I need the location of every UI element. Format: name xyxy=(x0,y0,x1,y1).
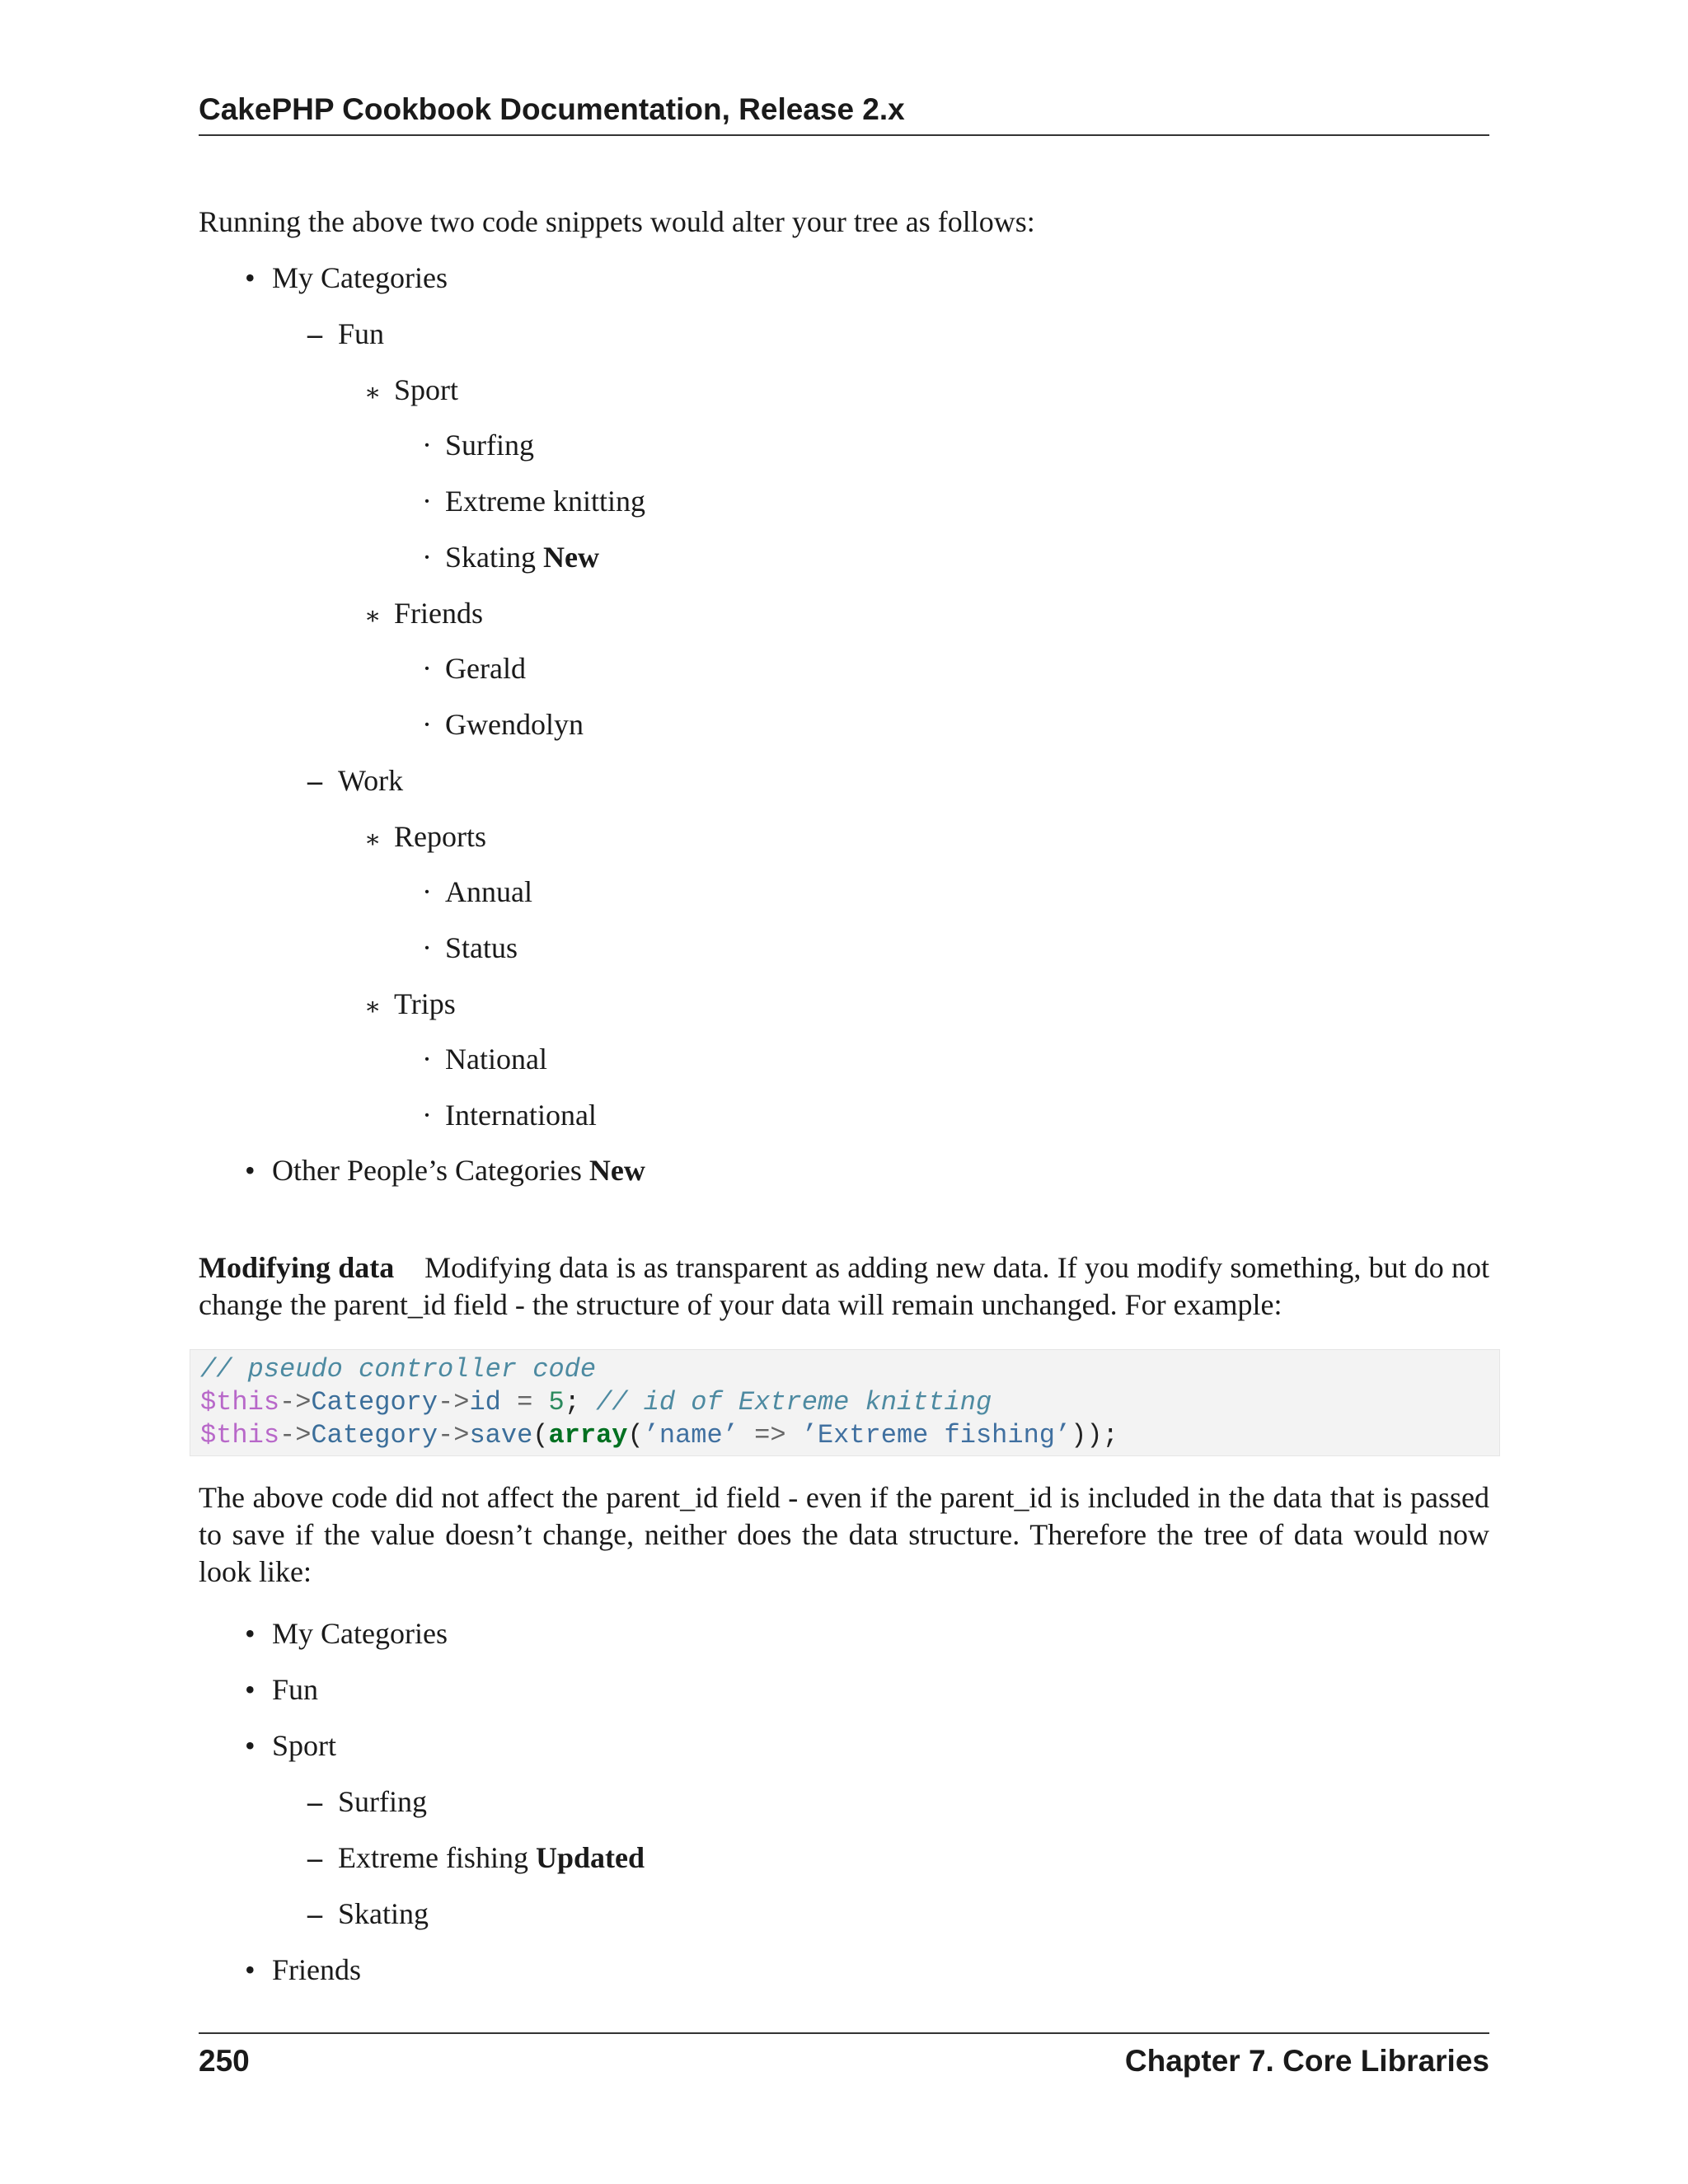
code-var: $this xyxy=(200,1420,280,1451)
bullet-marker: • xyxy=(245,261,256,294)
dot-marker: · xyxy=(422,875,432,908)
dot-marker: · xyxy=(422,1099,432,1132)
tree1-friends: Friends xyxy=(394,597,483,630)
code-punct: ( xyxy=(532,1420,549,1451)
tree2-my-categories: My Categories xyxy=(272,1617,448,1650)
tree2-skating: Skating xyxy=(338,1897,429,1930)
code-string: ’name’ xyxy=(643,1420,738,1451)
tree1-other-label: Other People’s Categories xyxy=(272,1154,582,1187)
after-code-paragraph: The above code did not affect the parent_id field - even if the parent_id is included in the data that is passed to save if the value doesn’t change, neither does the data structure. Therefore the tree of data would now look like: xyxy=(199,1481,1489,1588)
tree1-annual: Annual xyxy=(445,875,532,908)
modifying-data-paragraph xyxy=(199,1249,1489,1324)
tree2-friends: Friends xyxy=(272,1953,361,1986)
code-op: -> xyxy=(438,1387,470,1418)
code-string: ’Extreme fishing’ xyxy=(801,1420,1071,1451)
tree2-extreme-fishing xyxy=(338,1840,645,1877)
tree1-international: International xyxy=(445,1099,597,1132)
dot-marker: · xyxy=(422,652,432,685)
star-marker: ∗ xyxy=(364,379,382,406)
page-number: 250 xyxy=(199,2044,250,2078)
tree2-fun: Fun xyxy=(272,1673,319,1706)
new-tag: New xyxy=(543,541,599,574)
code-keyword: array xyxy=(548,1420,628,1451)
code-op: -> xyxy=(279,1387,312,1418)
code-punct: ; xyxy=(564,1387,580,1418)
code-comment: // pseudo controller code xyxy=(200,1354,597,1385)
tree1-sport: Sport xyxy=(394,373,459,406)
tree2-extreme-fishing-label: Extreme fishing xyxy=(338,1841,528,1874)
new-tag: New xyxy=(588,1154,645,1187)
code-op: -> xyxy=(438,1420,470,1451)
tree1-fun: Fun xyxy=(338,317,385,350)
tree1-reports: Reports xyxy=(394,820,486,853)
tree1-skating-label: Skating xyxy=(445,541,537,574)
tree1-surfing: Surfing xyxy=(445,429,534,462)
code-name: Category xyxy=(311,1387,438,1418)
bullet-marker: • xyxy=(245,1617,256,1650)
code-name: Category xyxy=(311,1420,438,1451)
star-marker: ∗ xyxy=(364,993,382,1020)
dot-marker: · xyxy=(422,931,432,964)
tree1-trips: Trips xyxy=(394,987,456,1020)
code-op: => xyxy=(738,1420,802,1451)
tree1-skating xyxy=(445,539,599,576)
modifying-data-text: Modifying data is as transparent as adding new data. If you modify something, but do not change the parent_id field - the structure of your data will remain unchanged. For example: xyxy=(199,1251,1489,1321)
dot-marker: · xyxy=(422,485,432,518)
star-marker: ∗ xyxy=(364,826,382,853)
footer-rule xyxy=(199,2032,1489,2034)
bullet-marker: • xyxy=(245,1729,256,1762)
tree2-sport: Sport xyxy=(272,1729,337,1762)
dash-marker: – xyxy=(307,1897,322,1930)
modifying-data-term: Modifying data xyxy=(199,1251,395,1284)
bullet-marker: • xyxy=(245,1154,256,1187)
code-block xyxy=(190,1349,1500,1456)
dash-marker: – xyxy=(307,317,322,350)
code-op: = xyxy=(500,1387,549,1418)
tree1-gerald: Gerald xyxy=(445,652,526,685)
tree1-my-categories: My Categories xyxy=(272,261,448,294)
tree1-extreme-knitting: Extreme knitting xyxy=(445,485,645,518)
dash-marker: – xyxy=(307,1785,322,1818)
dot-marker: · xyxy=(422,708,432,741)
code-line-1 xyxy=(200,1353,596,1386)
dot-marker: · xyxy=(422,429,432,462)
dash-marker: – xyxy=(307,1841,322,1874)
tree1-other xyxy=(272,1152,645,1189)
code-comment: // id of Extreme knitting xyxy=(579,1387,992,1418)
header-rule xyxy=(199,134,1489,136)
tree1-gwendolyn: Gwendolyn xyxy=(445,708,584,741)
code-name: save xyxy=(469,1420,533,1451)
running-header: CakePHP Cookbook Documentation, Release 2.x xyxy=(199,92,905,126)
bullet-marker: • xyxy=(245,1953,256,1986)
tree1-work: Work xyxy=(338,764,404,797)
code-op: -> xyxy=(279,1420,312,1451)
tree1-status: Status xyxy=(445,931,518,964)
intro-paragraph: Running the above two code snippets would alter your tree as follows: xyxy=(199,205,1035,238)
code-name: id xyxy=(469,1387,501,1418)
code-punct: ( xyxy=(627,1420,644,1451)
updated-tag: Updated xyxy=(535,1841,645,1874)
tree1-national: National xyxy=(445,1043,547,1076)
code-line-3 xyxy=(200,1419,1118,1452)
chapter-title: Chapter 7. Core Libraries xyxy=(1124,2044,1489,2078)
tree2-surfing: Surfing xyxy=(338,1785,427,1818)
code-number: 5 xyxy=(548,1387,565,1418)
code-line-2 xyxy=(200,1386,992,1419)
star-marker: ∗ xyxy=(364,602,382,630)
dot-marker: · xyxy=(422,541,432,574)
bullet-marker: • xyxy=(245,1673,256,1706)
code-punct: )); xyxy=(1071,1420,1118,1451)
code-var: $this xyxy=(200,1387,280,1418)
dot-marker: · xyxy=(422,1043,432,1076)
dash-marker: – xyxy=(307,764,322,797)
